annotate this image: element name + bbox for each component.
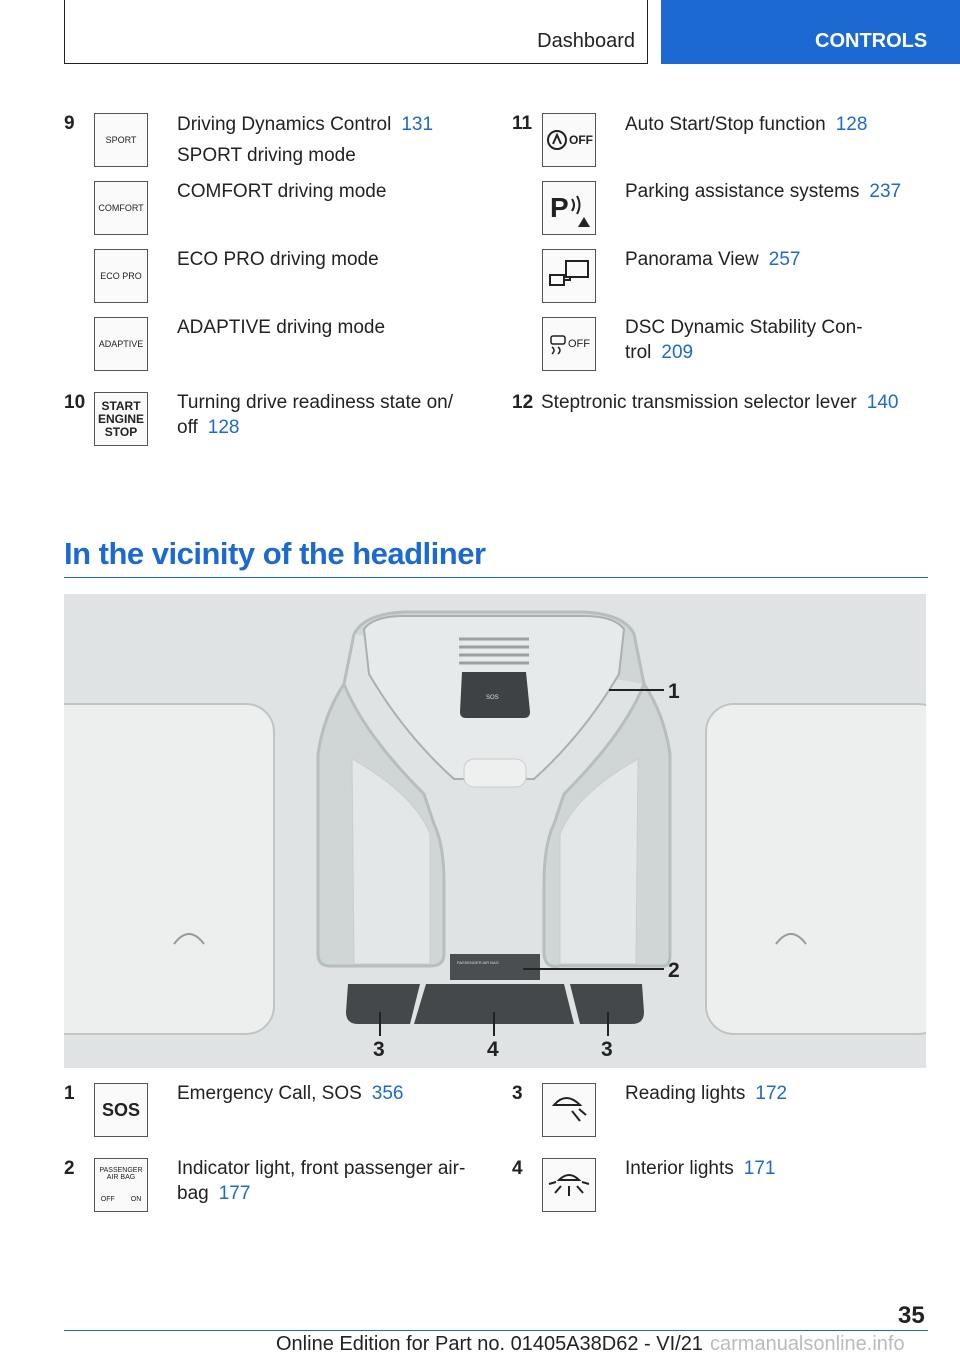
item-text (177, 1156, 465, 1206)
panorama-view-icon (542, 249, 596, 303)
item-9-text (177, 112, 433, 137)
page-link[interactable]: 171 (743, 1158, 776, 1179)
page-link[interactable]: 172 (755, 1083, 788, 1104)
callout-3-left: 3 (373, 1038, 385, 1061)
page-link[interactable]: 128 (207, 417, 240, 438)
sos-icon: SOS (94, 1083, 148, 1137)
section-title: Dashboard (537, 30, 635, 52)
footer-rule (64, 1330, 928, 1331)
item-text (625, 315, 863, 365)
item-label: DSC Dynamic Stability Con- (625, 317, 863, 338)
header-chapter-tab[interactable] (661, 0, 960, 64)
page-link[interactable]: 177 (218, 1183, 251, 1204)
item-number-3: 3 (512, 1083, 523, 1104)
footer-edition-text: Online Edition for Part no. 01405A38D62 - VI/21 (276, 1333, 703, 1355)
icon-off-label: OFF (569, 133, 593, 147)
item-11-text (625, 112, 867, 137)
callout-1: 1 (668, 680, 680, 703)
airbag-on-label: ON (130, 1196, 142, 1204)
sos-button-text: SOS (486, 695, 499, 701)
auto-a-icon (545, 128, 569, 152)
item-sub-label: SPORT driving mode (177, 145, 356, 166)
airbag-icon-label: PASSENGER AIR BAG (99, 1166, 143, 1181)
section-heading: In the vicinity of the headliner (64, 536, 486, 571)
eco-pro-mode-icon: ECO PRO (94, 249, 148, 303)
item-number-12: 12 (512, 392, 534, 413)
header-section-box (64, 0, 648, 64)
page-link[interactable]: 257 (768, 249, 801, 270)
item-label-cont: trol (625, 342, 652, 363)
item-text (625, 1156, 775, 1181)
item-label: ADAPTIVE driving mode (177, 317, 386, 338)
item-label: Panorama View (625, 249, 759, 270)
airbag-indicator-text: PASSENGER AIR BAG (457, 960, 499, 965)
item-number-9: 9 (64, 113, 75, 134)
page-link[interactable]: 131 (401, 114, 434, 135)
item-label: Steptronic transmission selector lever (541, 392, 857, 413)
chapter-title: CONTROLS (815, 30, 928, 52)
icon-off-label: OFF (568, 338, 590, 350)
item-number-1: 1 (64, 1083, 75, 1104)
page-link[interactable]: 356 (371, 1083, 404, 1104)
item-12-text (541, 390, 898, 415)
airbag-off-label: OFF (100, 1196, 115, 1204)
item-label: Driving Dynamics Control (177, 114, 392, 135)
watermark: carmanualsonline.info (710, 1333, 905, 1355)
item-text (625, 247, 800, 272)
parking-assistance-icon (542, 181, 596, 235)
item-label: Parking assistance systems (625, 181, 860, 202)
adaptive-mode-icon: ADAPTIVE (94, 317, 148, 371)
item-10-text (177, 390, 453, 440)
item-text (625, 1081, 787, 1106)
item-label: COMFORT driving mode (177, 181, 387, 202)
item-number-11: 11 (512, 113, 533, 134)
passenger-airbag-indicator-icon (94, 1158, 148, 1212)
page-link[interactable]: 140 (866, 392, 899, 413)
heading-rule (64, 577, 928, 578)
item-label-cont: bag (177, 1183, 209, 1204)
item-label: Auto Start/Stop function (625, 114, 826, 135)
skid-car-icon (548, 332, 568, 356)
item-label: Reading lights (625, 1083, 746, 1104)
headliner-drawing (64, 594, 926, 1068)
start-stop-button-icon: START ENGINE STOP (94, 392, 148, 446)
comfort-mode-icon: COMFORT (94, 181, 148, 235)
item-text (625, 179, 901, 204)
auto-start-stop-icon (542, 113, 596, 167)
page-link[interactable]: 209 (661, 342, 694, 363)
page-link[interactable]: 128 (835, 114, 868, 135)
interior-light-icon (542, 1158, 596, 1212)
svg-text:P: P (550, 192, 569, 223)
callout-2: 2 (668, 959, 680, 982)
item-text (177, 1081, 404, 1106)
page-link[interactable]: 237 (869, 181, 902, 202)
callout-3-right: 3 (601, 1038, 613, 1061)
page-number: 35 (898, 1302, 925, 1329)
item-label-cont: off (177, 417, 198, 438)
sport-mode-icon: SPORT (94, 113, 148, 167)
item-number-10: 10 (64, 392, 86, 413)
item-label: ECO PRO driving mode (177, 249, 379, 270)
item-label: Turning drive readiness state on/ (177, 392, 454, 413)
item-label: Interior lights (625, 1158, 734, 1179)
item-number-4: 4 (512, 1158, 523, 1179)
item-label: Emergency Call, SOS (177, 1083, 362, 1104)
headliner-illustration (64, 594, 926, 1068)
dsc-off-icon (542, 317, 596, 371)
item-label: Indicator light, front passenger air- (177, 1158, 466, 1179)
callout-4: 4 (487, 1038, 499, 1061)
airbag-icon-states (101, 1196, 142, 1203)
item-number-2: 2 (64, 1158, 75, 1179)
reading-light-icon (542, 1083, 596, 1137)
